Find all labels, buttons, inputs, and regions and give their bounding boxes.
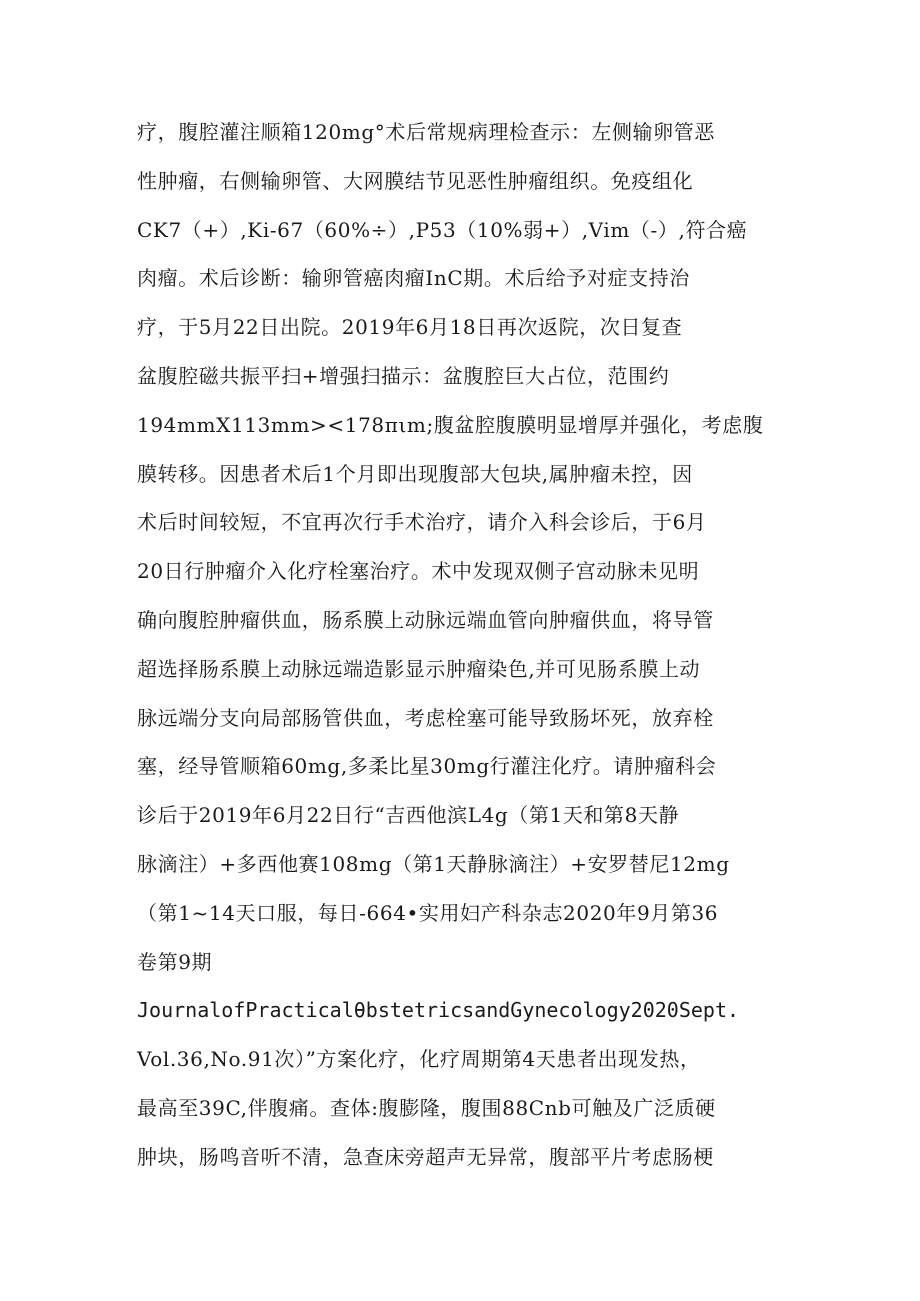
text-line: 确向腹腔肿瘤供血，肠系膜上动脉远端血管向肿瘤供血，将导管 — [137, 607, 714, 632]
text-line: 疗，腹腔灌注顺箱120mg°术后常规病理检查示：左侧输卵管恶 — [137, 120, 715, 144]
text-line: 194mmX113mm><178πιm;腹盆腔腹膜明显增厚并强化，考虑腹 — [137, 412, 764, 437]
text-line: 盆腹腔磁共振平扫+增强扫描示：盆腹腔巨大占位，范围约 — [137, 363, 670, 388]
text-line: （第1~14天口服，每日-664•实用妇产科杂志2020年9月第36 — [137, 900, 719, 925]
text-line: 肿块，肠鸣音听不清，急查床旁超声无异常，腹部平片考虑肠梗 — [137, 1144, 714, 1169]
text-line: 脉滴注）+多西他赛108mg（第1天静脉滴注）+安罗替尼12mg — [137, 851, 730, 876]
text-line: 膜转移。因患者术后1个月即出现腹部大包块,属肿瘤未控，因 — [137, 461, 693, 486]
text-line: 20日行肿瘤介入化疗栓塞治疗。术中发现双侧子宫动脉未见明 — [137, 559, 700, 584]
journal-issue-line: 卷第9期 — [137, 949, 213, 974]
text-line: 肉瘤。术后诊断：输卵管癌肉瘤InC期。术后给予对症支持治 — [137, 266, 690, 291]
text-line: CK7（+）,Ki-67（60%÷）,P53（10%弱+）,Vim（-）,符合癌 — [137, 217, 748, 242]
document-body — [137, 108, 817, 1182]
text-line: 超选择肠系膜上动脉远端造影显示肿瘤染色,并可见肠系膜上动 — [137, 656, 701, 681]
journal-name-line: JournalofPracticalθbstetricsandGynecology2020Sept. — [137, 998, 740, 1023]
text-line: 性肿瘤，右侧输卵管、大网膜结节见恶性肿瘤组织。免疫组化 — [137, 168, 694, 193]
text-line: 脉远端分支向局部肠管供血，考虑栓塞可能导致肠坏死，放弃栓 — [137, 705, 714, 730]
text-line: 术后时间较短，不宜再次行手术治疗，请介入科会诊后，于6月 — [137, 510, 707, 535]
text-line: 诊后于2019年6月22日行“吉西他滨L4g（第1天和第8天静 — [137, 803, 680, 828]
text-line: 塞，经导管顺箱60mg,多柔比星30mg行灌注化疗。请肿瘤科会 — [137, 754, 717, 779]
text-line: Vol.36,No.91次）”方案化疗，化疗周期第4天患者出现发热， — [137, 1047, 701, 1072]
text-line: 最高至39C,伴腹痛。查体:腹膨隆，腹围88Cnb可触及广泛质硬 — [137, 1095, 716, 1120]
text-line: 疗，于5月22日出院。2019年6月18日再次返院，次日复查 — [137, 315, 683, 340]
